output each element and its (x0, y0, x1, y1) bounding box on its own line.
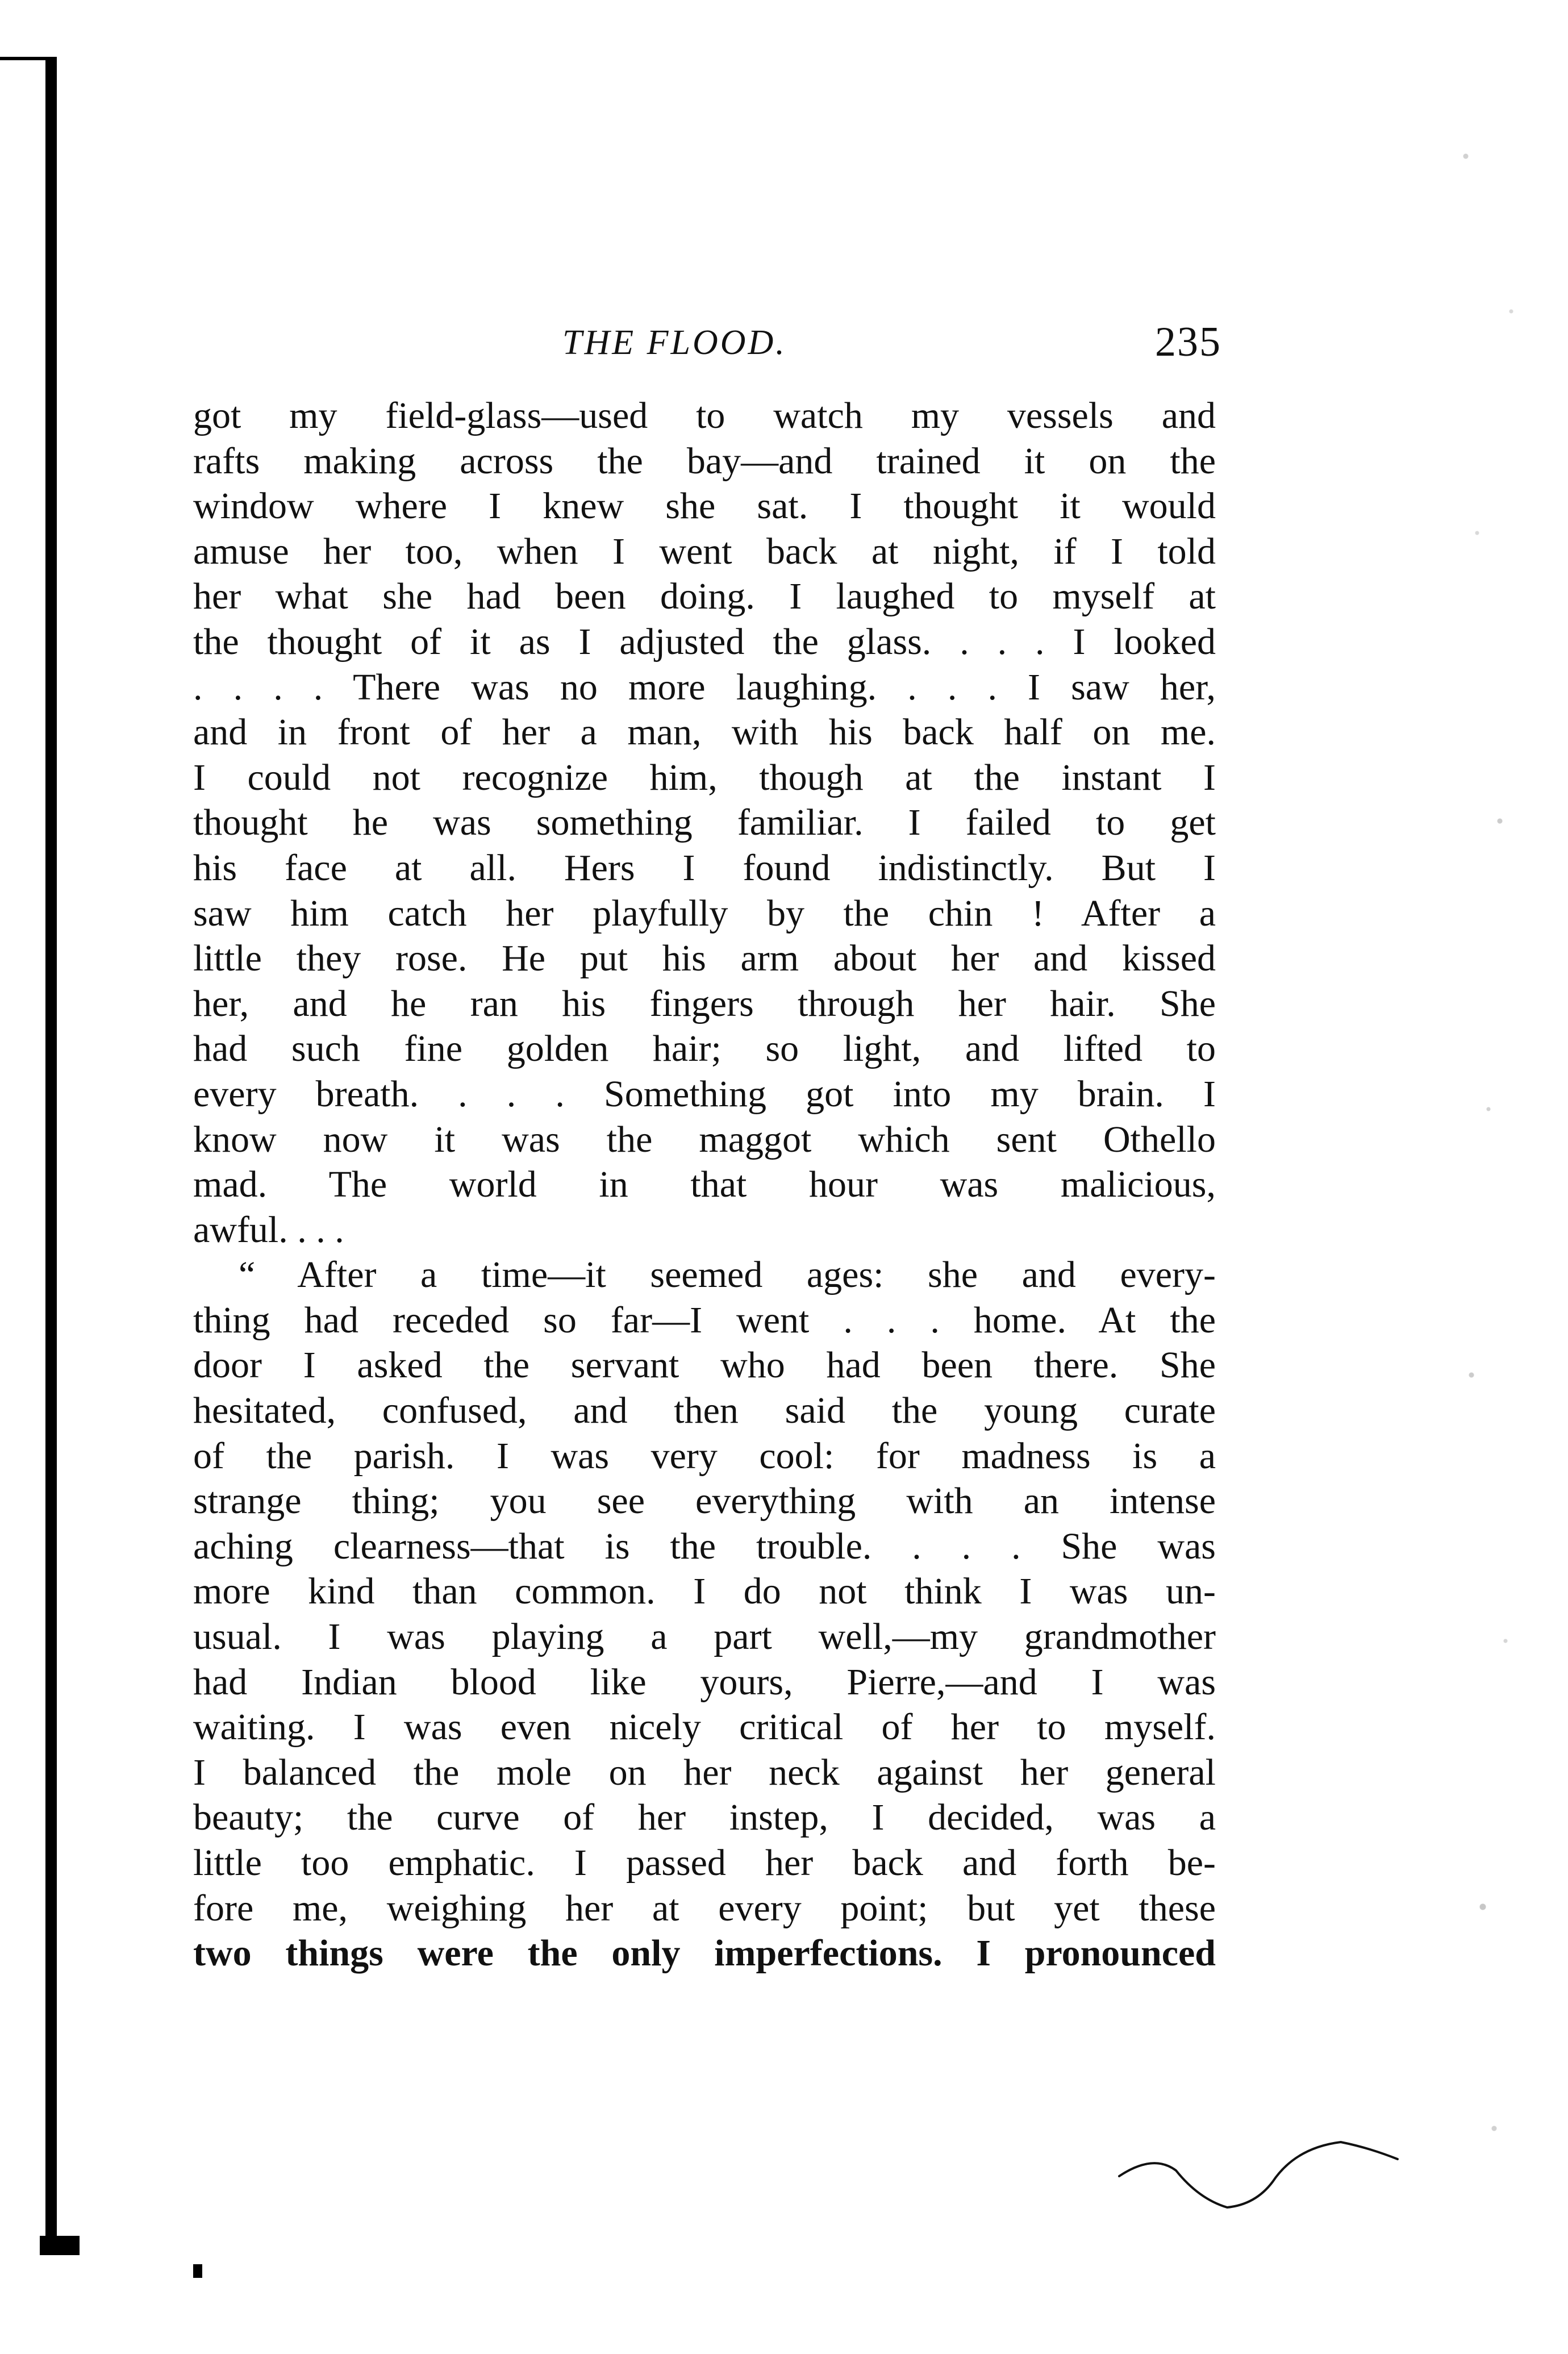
text-line: amuse her too, when I went back at night, if I told (193, 530, 1216, 572)
text-line: window where I knew she sat. I thought it would (193, 485, 1216, 527)
bottom-ink-mark (193, 2264, 202, 2278)
text-line: of the parish. I was very cool: for madness is a (193, 1435, 1216, 1477)
text-line: every breath. . . . Something got into my brain. I (193, 1073, 1216, 1115)
text-line: hesitated, confused, and then said the young curate (193, 1390, 1216, 1432)
text-line: got my field-glass—used to watch my vessels and (193, 395, 1216, 436)
binding-top-mark (0, 57, 57, 60)
text-line: awful. . . . (193, 1209, 344, 1251)
text-line: thing had receded so far—I went . . . home. At the (193, 1299, 1216, 1341)
text-line: beauty; the curve of her instep, I decided, was a (193, 1797, 1216, 1839)
text-line: I balanced the mole on her neck against her general (193, 1751, 1216, 1793)
text-line: his face at all. Hers I found indistinctly. But I (193, 847, 1216, 889)
text-line: saw him catch her playfully by the chin ! After a (193, 892, 1216, 934)
text-line: little too emphatic. I passed her back and forth be- (193, 1842, 1216, 1884)
text-line: usual. I was playing a part well,—my grandmother (193, 1616, 1216, 1658)
text-line: fore me, weighing her at every point; but yet these (193, 1887, 1216, 1929)
text-line: the thought of it as I adjusted the glass. . . . I looked (193, 620, 1216, 663)
text-line: waiting. I was even nicely critical of her to myself. (193, 1706, 1216, 1748)
text-line: aching clearness—that is the trouble. . . . She was (193, 1525, 1216, 1567)
text-line: door I asked the servant who had been there. She (193, 1344, 1216, 1386)
text-line: had Indian blood like yours, Pierre,—and I was (193, 1661, 1216, 1703)
text-line: “ After a time—it seemed ages: she and every- (239, 1254, 1216, 1296)
text-line: mad. The world in that hour was malicious, (193, 1164, 1216, 1206)
binding-foot-mark (40, 2236, 80, 2255)
right-margin-speckles (1432, 45, 1545, 2261)
text-line: thought he was something familiar. I failed to get (193, 802, 1216, 844)
text-line: little they rose. He put his arm about her and kissed (193, 938, 1216, 980)
binding-edge-shadow (45, 57, 57, 2250)
body-text (193, 393, 1216, 1976)
text-line: . . . . There was no more laughing. . . . I saw her, (193, 666, 1216, 708)
text-line: know now it was the maggot which sent Othello (193, 1118, 1216, 1160)
text-line: and in front of her a man, with his back half on me. (193, 711, 1216, 753)
text-line: strange thing; you see everything with an intense (193, 1480, 1216, 1522)
text-line: I could not recognize him, though at the instant I (193, 756, 1216, 798)
page-number: 235 (1155, 319, 1221, 365)
running-title: THE FLOOD. (562, 323, 787, 362)
text-line: two things were the only imperfections. I pronounced (193, 1932, 1216, 1974)
pencil-squiggle-mark (1114, 2136, 1409, 2227)
text-line: her what she had been doing. I laughed to myself at (193, 576, 1216, 618)
text-line: more kind than common. I do not think I was un- (193, 1570, 1216, 1613)
text-line: had such fine golden hair; so light, and lifted to (193, 1028, 1216, 1070)
text-line: rafts making across the bay—and trained it on the (193, 440, 1216, 482)
text-line: her, and he ran his fingers through her hair. She (193, 982, 1216, 1024)
page-header (193, 318, 1221, 381)
